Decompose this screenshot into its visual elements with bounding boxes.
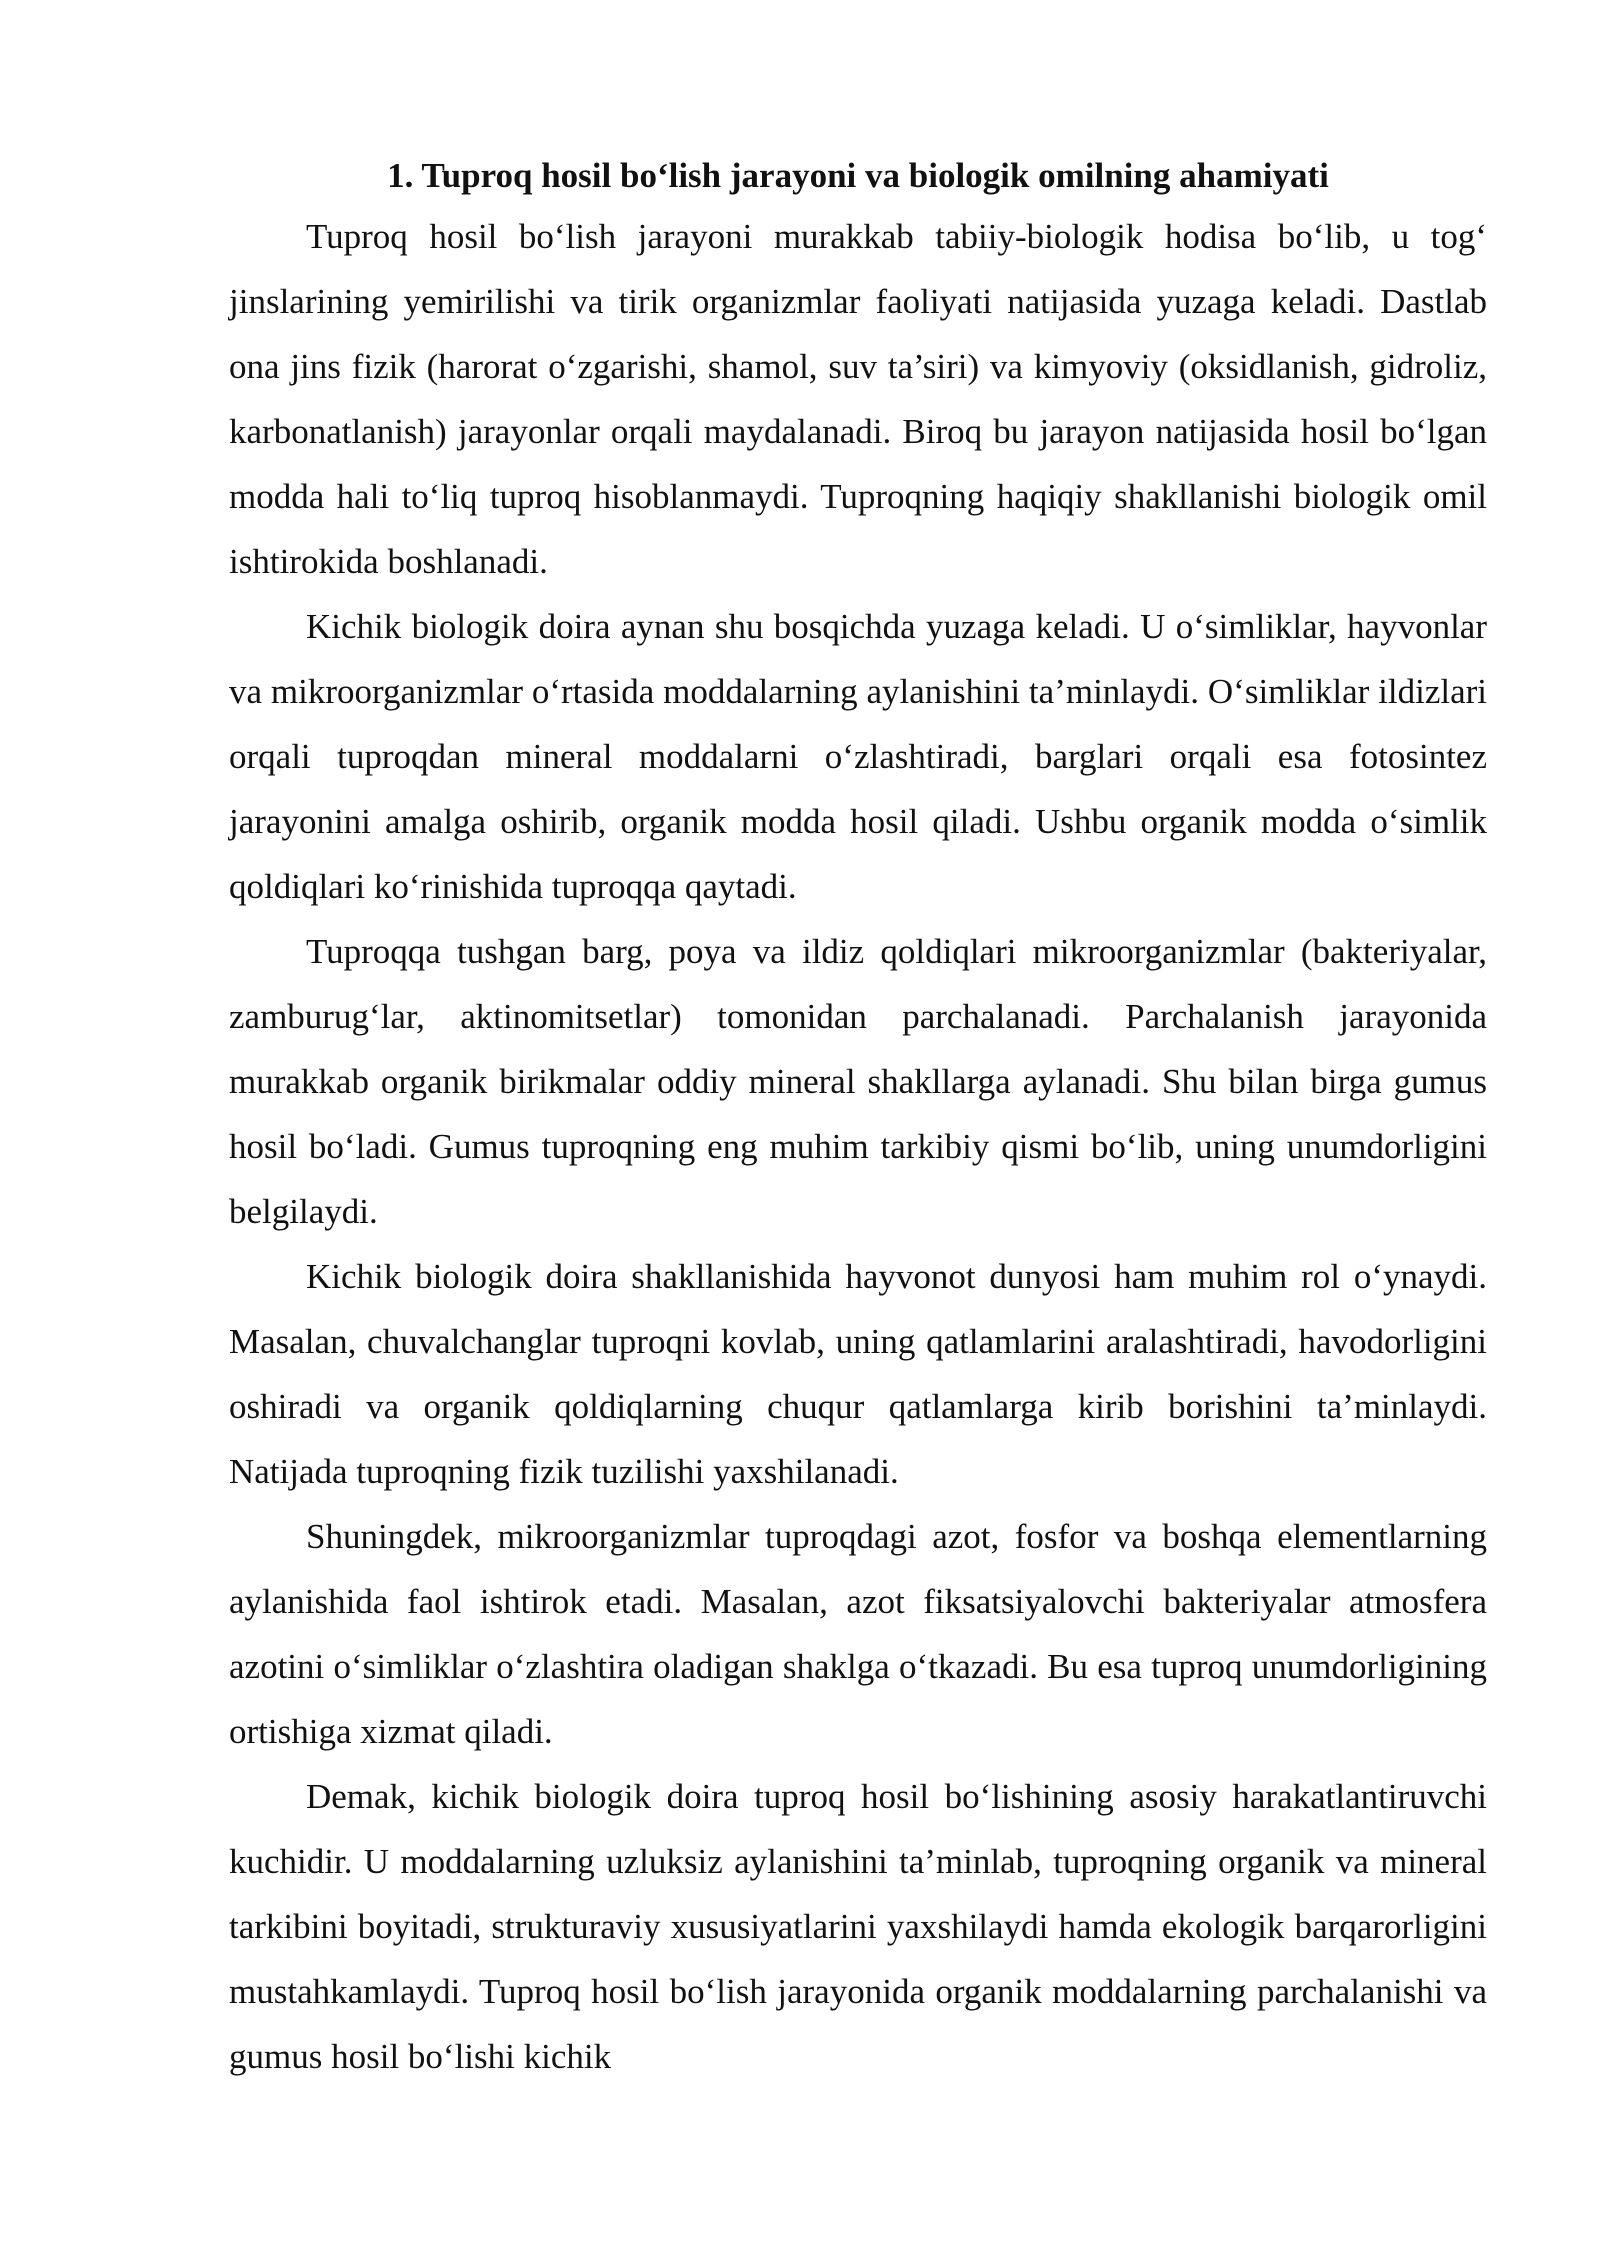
paragraph-1: Tuproq hosil bo‘lish jarayoni murakkab tabiiy-biologik hodisa bo‘lib, u tog‘ jinslarining yemirilishi va tirik organizmlar faoliyati natijasida yuzaga keladi. Dastlab ona jins fizik (harorat o‘zgarishi, shamol, suv ta’siri) va kimyoviy (oksidlanish, gidroliz, karbonatlanish) jarayonlar orqali maydalanadi. Biroq bu jarayon natijasida hosil bo‘lgan modda hali to‘liq tuproq hisoblanmaydi. Tuproqning haqiqiy shakllanishi biologik omil ishtirokida boshlanadi. xyxy=(229,217,1487,581)
paragraph-6: Demak, kichik biologik doira tuproq hosil bo‘lishining asosiy harakatlantiruvchi kuchidir. U moddalarning uzluksiz aylanishini ta’minlab, tuproqning organik va mineral tarkibini boyitadi, strukturaviy xususiyatlarini yaxshilaydi hamda ekologik barqarorligini mustahkamlaydi. Tuproq hosil bo‘lish jarayonida organik moddalarning parchalanishi va gumus hosil bo‘lishi kichik xyxy=(229,1777,1487,2076)
paragraph-2: Kichik biologik doira aynan shu bosqichda yuzaga keladi. U o‘simliklar, hayvonlar va mikroorganizmlar o‘rtasida moddalarning aylanishini ta’minlaydi. O‘simliklar ildizlari orqali tuproqdan mineral moddalarni o‘zlashtiradi, barglari orqali esa fotosintez jarayonini amalga oshirib, organik modda hosil qiladi. Ushbu organik modda o‘simlik qoldiqlari ko‘rinishida tuproqqa qaytadi. xyxy=(229,607,1487,906)
paragraph-4: Kichik biologik doira shakllanishida hayvonot dunyosi ham muhim rol o‘ynaydi. Masalan, chuvalchanglar tuproqni kovlab, uning qatlamlarini aralashtiradi, havodorligini oshiradi va organik qoldiqlarning chuqur qatlamlarga kirib borishini ta’minlaydi. Natijada tuproqning fizik tuzilishi yaxshilanadi. xyxy=(229,1257,1487,1491)
section-title: 1. Tuproq hosil bo‘lish jarayoni va biologik omilning ahamiyati xyxy=(387,156,1329,195)
paragraph-3: Tuproqqa tushgan barg, poya va ildiz qoldiqlari mikroorganizmlar (bakteriyalar, zamburug‘lar, aktinomitsetlar) tomonidan parchalanadi. Parchalanish jarayonida murakkab organik birikmalar oddiy mineral shakllarga aylanadi. Shu bilan birga gumus hosil bo‘ladi. Gumus tuproqning eng muhim tarkibiy qismi bo‘lib, uning unumdorligini belgilaydi. xyxy=(229,932,1487,1231)
page-content xyxy=(229,148,1487,2089)
paragraph-5: Shuningdek, mikroorganizmlar tuproqdagi azot, fosfor va boshqa elementlarning aylanishida faol ishtirok etadi. Masalan, azot fiksatsiyalovchi bakteriyalar atmosfera azotini o‘simliklar o‘zlashtira oladigan shaklga o‘tkazadi. Bu esa tuproq unumdorligining ortishiga xizmat qiladi. xyxy=(229,1517,1487,1751)
